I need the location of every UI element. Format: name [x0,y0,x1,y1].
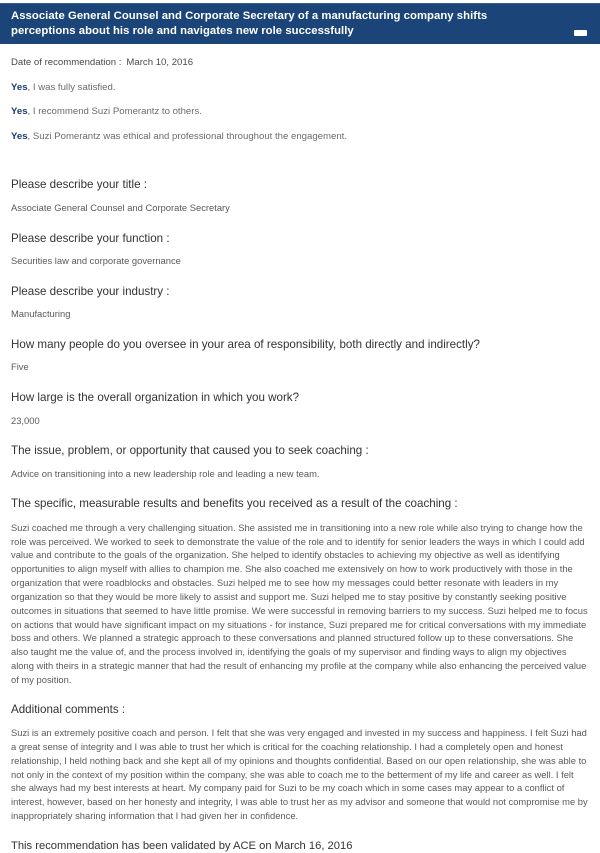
date-label: Date of recommendation : [11,57,122,69]
qa-industry [11,285,589,321]
date-of-recommendation [11,57,589,69]
answer-text: Manufacturing [11,308,71,320]
validation-note: This recommendation has been validated by ACE on March 16, 2016 [11,839,353,852]
question-label: How many people do you oversee in your area of responsibility, both directly and indirectly? [11,337,480,351]
affirmation-satisfied [11,82,589,94]
affirmation-text: , Suzi Pomerantz was ethical and professional throughout the engagement. [27,130,348,142]
affirmation-yes: Yes [11,81,28,93]
question-label: Please describe your function : [11,231,170,245]
panel-header [0,3,600,44]
qa-function [11,232,589,268]
answer-text: Advice on transitioning into a new leadership role and leading a new team. [11,467,320,479]
recommendation-page [0,3,600,852]
question-label: Please describe your title : [11,178,147,192]
answer-text: 23,000 [11,414,40,426]
affirmation-recommend [11,106,589,118]
panel-title: Associate General Counsel and Corporate Secretary of a manufacturing company shifts perceptions about his role and navigates new role successfully [11,10,488,37]
qa-title [11,178,589,214]
affirmation-ethical [11,131,589,143]
panel-body [0,44,600,853]
qa-organization-size [11,391,589,427]
question-label: The specific, measurable results and benefits you received as a result of the coaching : [11,497,458,511]
qa-issue [11,444,589,480]
question-label: Additional comments : [11,702,126,716]
qa-additional-comments [11,703,589,823]
qa-results [11,497,589,686]
answer-text: Suzi coached me through a very challenging situation. She assisted me in transitioning into a new role while also trying to change how the role was perceived. We worked to seek to demonstrate the value of the role and to identify for senior leaders the ways in which I could add value and contribute to the goals of the organization. She helped to identify obstacles to achieving my objective as well as identifying opportunities to align myself with allies to champion me. She also coached me extensively on how to work productively with those in the organization that were roadblocks and obstacles. Suzi helped me to see how my messages could better resonate with leaders in my organization so that they would be more likely to assist and support me. Suzi helped me to stay positive by constantly seeking positive outcomes in situations that seemed to have little promise. We were successful in removing barriers to my success. Suzi helped me to focus on actions that would have significant impact on my situations - for instance, Suzi prepared me for critical conversations with my immediate boss and others. We planned a strategic approach to these conversations and planned structured follow up to these conversations. She also taught me the value of, and the process involved in, identifying the goals of my supervisor and finding ways to align my objectives along with theirs in a strategic manner that had the result of enhancing my profile at the company while also enhancing the perceived value of my position. [11,521,588,685]
answer-text: Suzi is an extremely positive coach and person. I felt that she was very engaged and invested in my success and happiness. I felt Suzi had a great sense of integrity and I was able to trust her which is critical for the coaching relationship. I had a completely open and honest relationship, I held nothing back and she kept all of my opinions and thoughts confidential. Based on our open relationship, she was able to not only in the context of my position within the company, she was able to coach me to the betterment of my life and career as well. I felt she always had my best interests at heart. My company paid for Suzi to be my coach which in some cases may appear to a conflict of interest, however, based on her honesty and integrity, I was able to trust her as my advisor and someone that would not compromise me by inappropriately sharing information that I had given her in confidence. [11,727,588,821]
affirmation-yes: Yes [11,106,28,118]
question-label: How large is the overall organization in which you work? [11,391,300,405]
question-label: Please describe your industry : [11,284,170,298]
question-label: The issue, problem, or opportunity that caused you to seek coaching : [11,444,369,458]
affirmation-yes: Yes [11,130,28,142]
affirmation-text: , I recommend Suzi Pomerantz to others. [27,106,202,118]
minus-icon[interactable] [574,30,587,36]
qa-people-overseen [11,338,589,374]
date-value: March 10, 2016 [126,57,194,69]
answer-text: Securities law and corporate governance [11,255,181,266]
affirmation-text: , I was fully satisfied. [27,81,116,93]
answer-text: Associate General Counsel and Corporate Secretary [11,201,230,213]
section-spacer [11,155,589,173]
answer-text: Five [11,361,29,373]
